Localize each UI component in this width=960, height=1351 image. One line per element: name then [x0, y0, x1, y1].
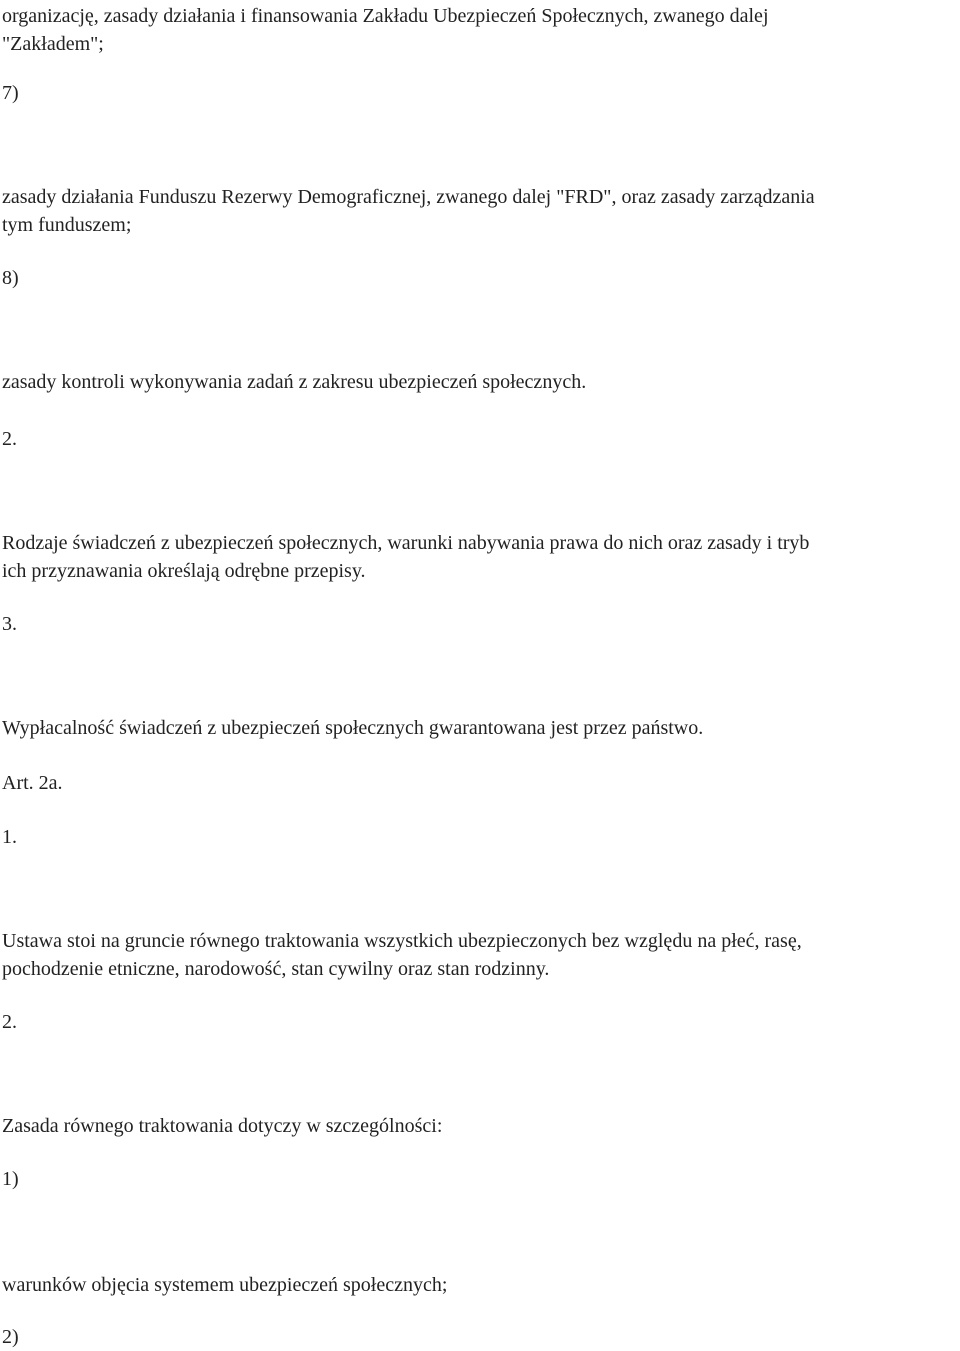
text-line-rodzaje: Rodzaje świadczeń z ubezpieczeń społecznych, warunki nabywania prawa do nich oraz zasady i tryb	[2, 532, 810, 554]
list-marker-2: 2)	[2, 1326, 19, 1348]
text-line-zakladem: "Zakładem";	[2, 33, 104, 55]
text-line-zasada: Zasada równego traktowania dotyczy w szczególności:	[2, 1115, 443, 1137]
text-line-wyplacalnosc: Wypłacalność świadczeń z ubezpieczeń społecznych gwarantowana jest przez państwo.	[2, 717, 704, 739]
text-line-organizacje: organizację, zasady działania i finansowania Zakładu Ubezpieczeń Społecznych, zwanego dalej	[2, 5, 769, 27]
text-line-frd: zasady działania Funduszu Rezerwy Demograficznej, zwanego dalej "FRD", oraz zasady zarządzania	[2, 186, 815, 208]
text-line-przyznawania: ich przyznawania określają odrębne przepisy.	[2, 560, 366, 582]
text-line-tym-funduszem: tym funduszem;	[2, 214, 132, 236]
list-marker-7: 7)	[2, 82, 19, 104]
section-number-2: 2.	[2, 428, 17, 450]
section-number-1: 1.	[2, 826, 17, 848]
text-line-ustawa: Ustawa stoi na gruncie równego traktowania wszystkich ubezpieczonych bez względu na płeć, rasę,	[2, 930, 802, 952]
list-marker-8: 8)	[2, 267, 19, 289]
section-number-3: 3.	[2, 613, 17, 635]
text-line-kontroli: zasady kontroli wykonywania zadań z zakresu ubezpieczeń społecznych.	[2, 371, 587, 393]
list-marker-1: 1)	[2, 1168, 19, 1190]
text-line-pochodzenie: pochodzenie etniczne, narodowość, stan cywilny oraz stan rodzinny.	[2, 958, 550, 980]
text-line-warunkow: warunków objęcia systemem ubezpieczeń społecznych;	[2, 1274, 448, 1296]
article-heading-2a: Art. 2a.	[2, 772, 63, 794]
section-number-2b: 2.	[2, 1011, 17, 1033]
